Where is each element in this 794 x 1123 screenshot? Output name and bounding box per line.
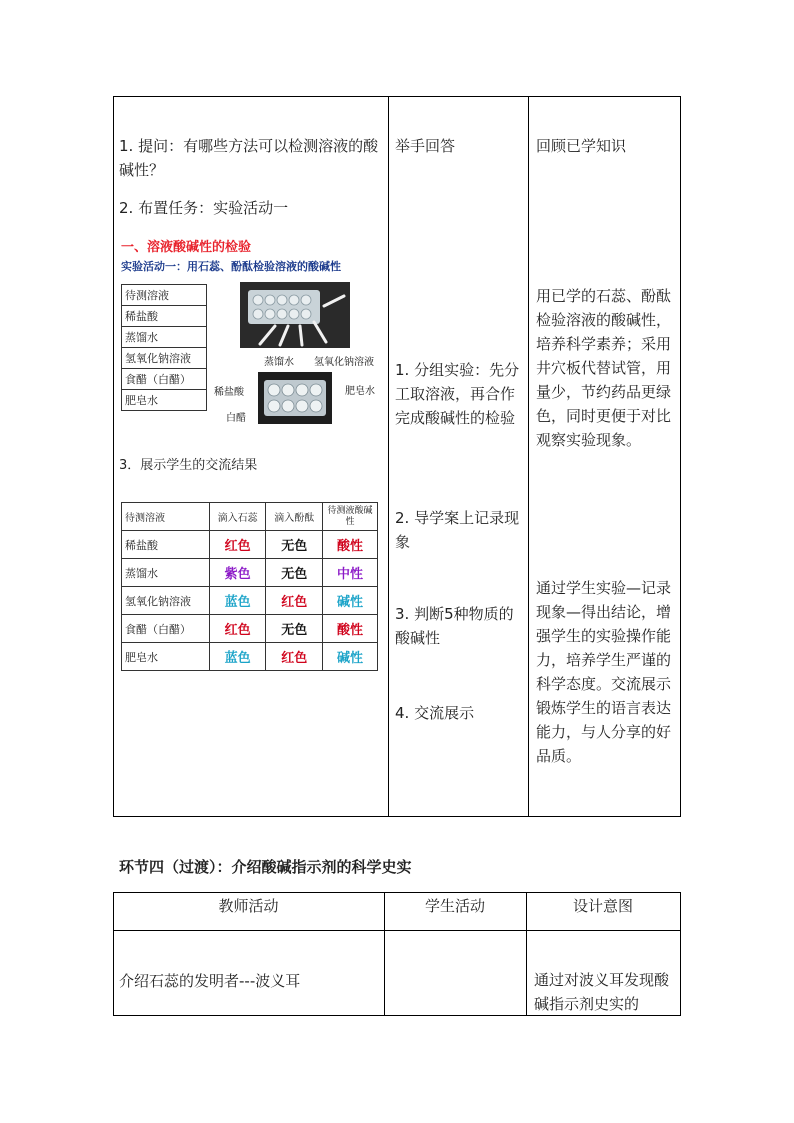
table-cell: 碱性	[323, 643, 378, 671]
s4-header-divider	[113, 930, 681, 931]
s4-teacher-activity: 介绍石蕊的发明者---波义耳	[119, 972, 301, 990]
table-row	[122, 643, 378, 671]
top-table-border-bottom	[113, 816, 681, 817]
s4-border-top	[113, 892, 681, 893]
list-item: 稀盐酸	[122, 306, 207, 327]
list-item: 蒸馏水	[122, 327, 207, 348]
table-cell: 食醋（白醋）	[122, 615, 210, 643]
s4-header-intent: 设计意图	[572, 897, 633, 915]
list-item: 肥皂水	[122, 390, 207, 411]
table-cell: 红色	[266, 643, 323, 671]
student-record: 2. 导学案上记录现象	[395, 509, 520, 551]
intent-record: 通过学生实验—记录现象—得出结论，增强学生的实验操作能力，培养学生严谨的科学态度。交流展示锻炼学生的语言表达能力，与人分享的好品质。	[536, 579, 672, 765]
slide-title: 一、溶液酸碱性的检验	[121, 240, 252, 255]
top-table-border-left	[113, 96, 114, 817]
list-item: 食醋（白醋）	[122, 369, 207, 390]
table-cell: 肥皂水	[122, 643, 210, 671]
top-table-border-right	[680, 96, 681, 817]
list-item: 氢氧化钠溶液	[122, 348, 207, 369]
question-1: 1. 提问：有哪些方法可以检测溶液的酸碱性？	[119, 137, 379, 179]
slide-subtitle: 实验活动一：用石蕊、酚酞检验溶液的酸碱性	[121, 260, 341, 273]
table-cell: 红色	[209, 531, 266, 559]
table-cell: 紫色	[209, 559, 266, 587]
results-header: 待测溶液	[122, 503, 210, 531]
intent-experiment: 用已学的石蕊、酚酞检验溶液的酸碱性，培养科学素养；采用井穴板代替试管，用量少，节约药品更绿色，同时更便于对比观察实验现象。	[536, 287, 672, 449]
question-2: 2. 布置任务：实验活动一	[119, 199, 289, 217]
s4-intent: 通过对波义耳发现酸碱指示剂史实的	[534, 971, 670, 1013]
results-table	[121, 502, 378, 671]
s4-header-teacher: 教师活动	[218, 897, 279, 915]
table-cell: 稀盐酸	[122, 531, 210, 559]
table-cell: 无色	[266, 615, 323, 643]
table-cell: 红色	[209, 615, 266, 643]
student-answer: 举手回答	[395, 137, 456, 155]
table-cell: 酸性	[323, 615, 378, 643]
table-cell: 红色	[266, 587, 323, 615]
student-group-experiment: 1. 分组实验：先分工取溶液，再合作完成酸碱性的检验	[395, 361, 520, 427]
photo-label-naoh: 氢氧化钠溶液	[314, 357, 374, 368]
table-row	[122, 531, 378, 559]
table-cell: 碱性	[323, 587, 378, 615]
results-header: 滴入石蕊	[209, 503, 266, 531]
photo-label-white-vinegar: 白醋	[226, 413, 246, 424]
table-cell: 中性	[323, 559, 378, 587]
s4-border-right	[680, 892, 681, 1016]
table-cell: 氢氧化钠溶液	[122, 587, 210, 615]
table-cell: 蒸馏水	[122, 559, 210, 587]
results-header: 待测液酸碱性	[323, 503, 378, 531]
s4-header-student: 学生活动	[424, 897, 485, 915]
top-table-border-top	[113, 96, 681, 97]
student-share: 4. 交流展示	[395, 704, 475, 722]
student-judge: 3. 判断5种物质的酸碱性	[395, 605, 514, 647]
table-row	[122, 615, 378, 643]
solution-list-table	[121, 284, 207, 411]
question-3: 3．展示学生的交流结果	[119, 458, 258, 473]
results-header: 滴入酚酞	[266, 503, 323, 531]
table-cell: 蓝色	[209, 643, 266, 671]
top-table-col-divider-1	[388, 96, 389, 817]
table-cell: 无色	[266, 531, 323, 559]
table-row	[122, 587, 378, 615]
list-item: 待测溶液	[122, 285, 207, 306]
table-cell: 蓝色	[209, 587, 266, 615]
top-table-col-divider-2	[528, 96, 529, 817]
photo-label-soap-water: 肥皂水	[345, 386, 375, 397]
well-plate-photo-top	[240, 282, 350, 348]
well-plate-photo-bottom	[258, 372, 332, 424]
table-cell: 酸性	[323, 531, 378, 559]
intent-review: 回顾已学知识	[536, 137, 627, 155]
photo-label-distilled-water: 蒸馏水	[264, 357, 294, 368]
section-4-heading: 环节四（过渡）：介绍酸碱指示剂的科学史实	[119, 858, 412, 876]
table-row	[122, 559, 378, 587]
table-cell: 无色	[266, 559, 323, 587]
photo-label-hcl: 稀盐酸	[214, 387, 244, 398]
